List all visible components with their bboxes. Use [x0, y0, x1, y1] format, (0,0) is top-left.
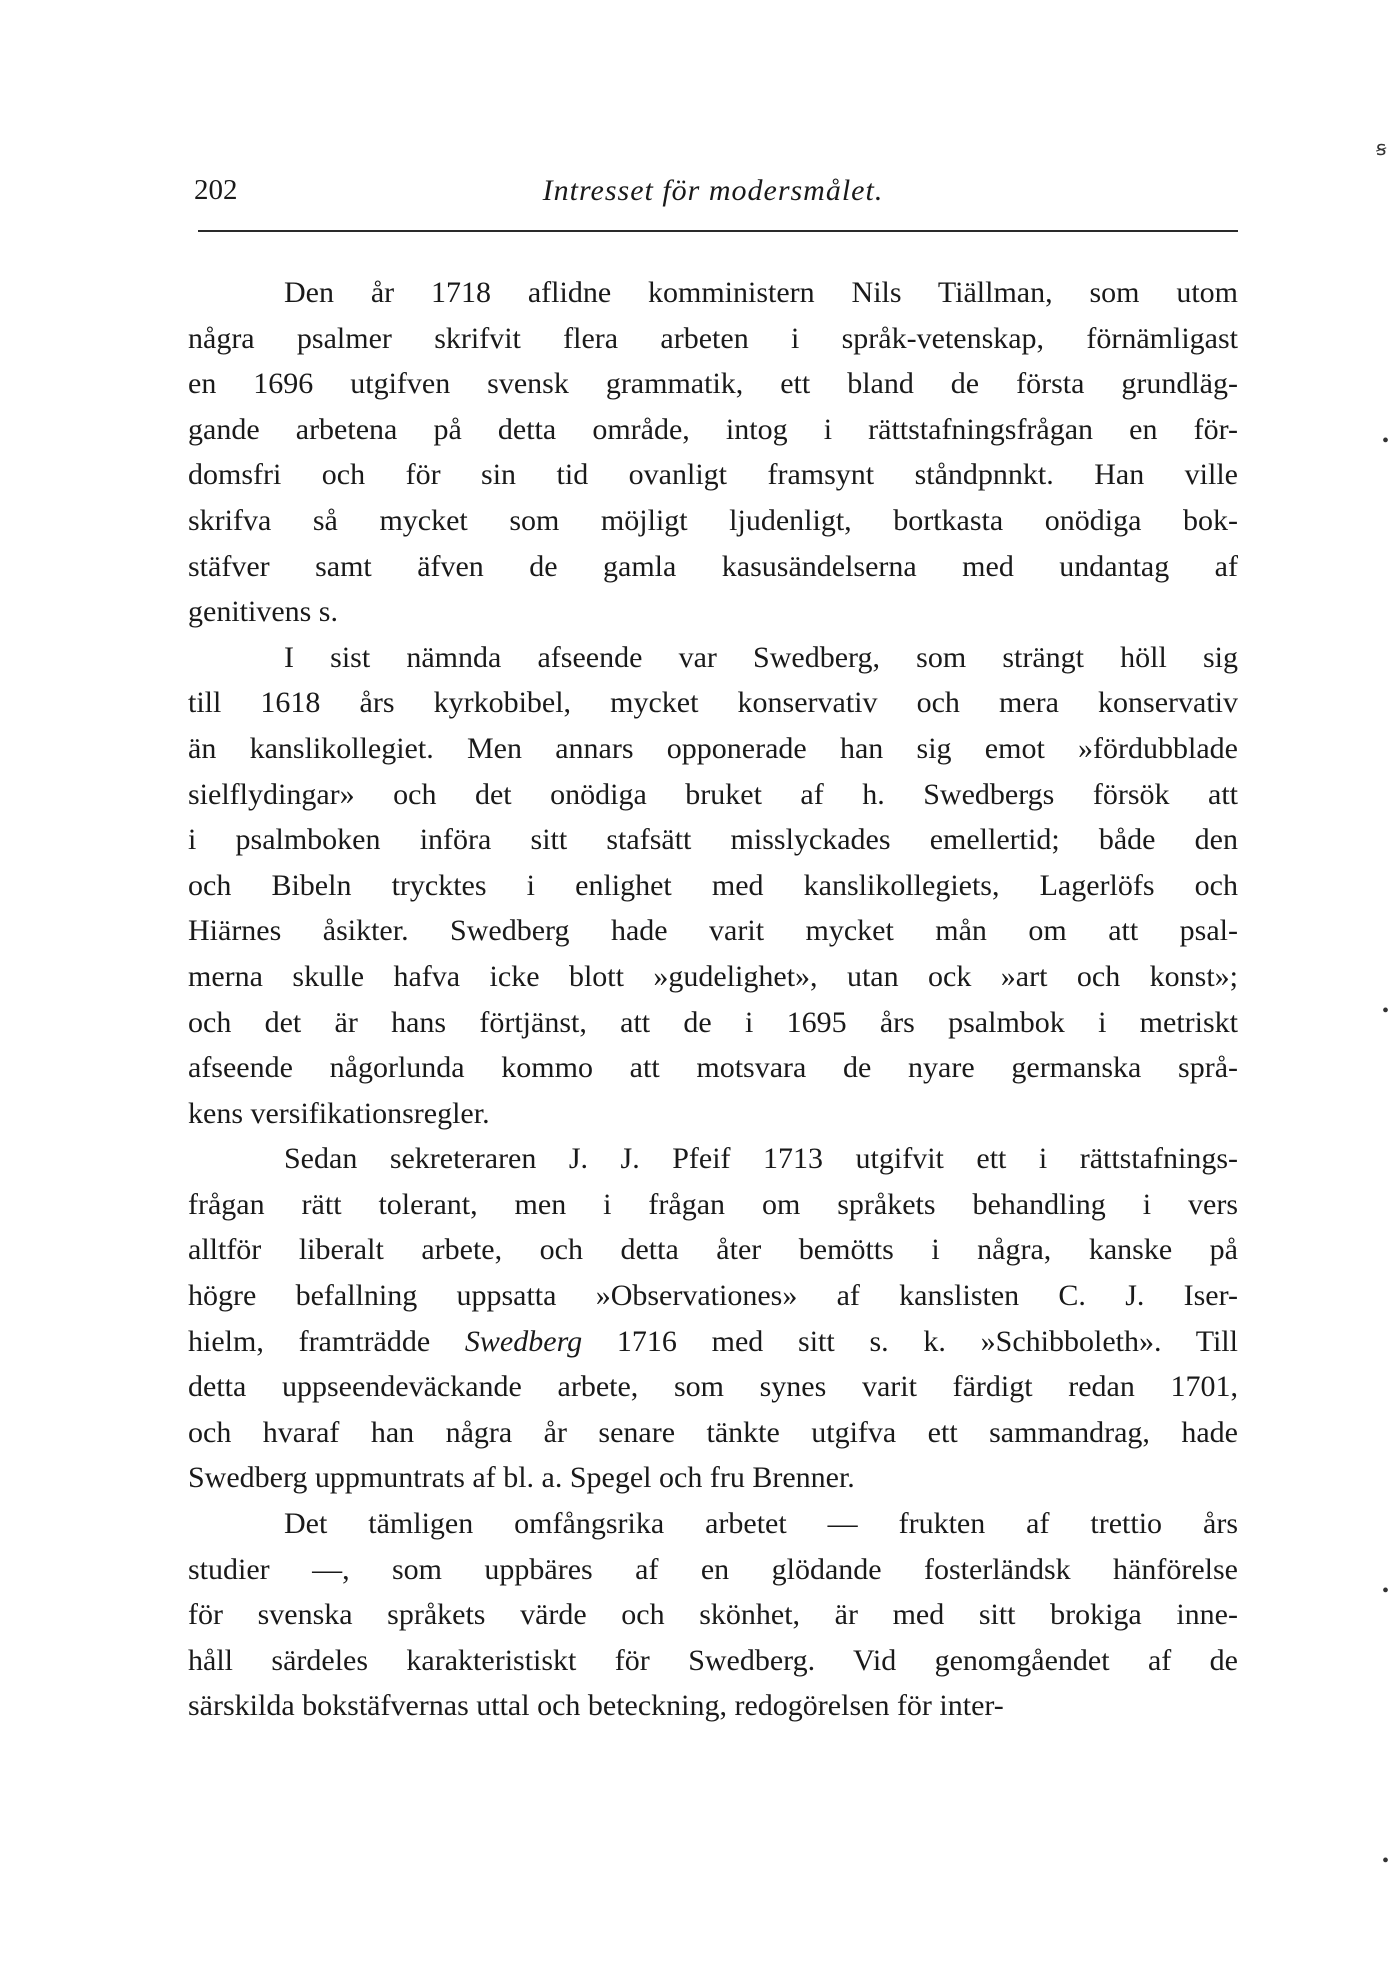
text-line: Swedberg uppmuntrats af bl. a. Spegel och fru Brenner.	[188, 1461, 855, 1495]
margin-mark: •	[1382, 430, 1390, 452]
text-line: sielflydingar» och det onödiga bruket af h. Swedbergs försök att	[188, 777, 1238, 811]
text-line: Den år 1718 aflidne komministern Nils Tiällman, som utom	[284, 276, 1238, 309]
paragraph	[188, 1501, 1238, 1729]
text-line: hielm, framträdde Swedberg 1716 med sitt s. k. »Schibboleth». Till	[188, 1324, 1238, 1358]
text-line: detta uppseendeväckande arbete, som synes varit färdigt redan 1701,	[188, 1370, 1238, 1404]
text-line: för svenska språkets värde och skönhet, är med sitt brokiga inne-	[188, 1598, 1238, 1632]
text-line: Hiärnes åsikter. Swedberg hade varit mycket mån om att psal-	[188, 914, 1238, 948]
text-line: kens versifikationsregler.	[188, 1096, 490, 1130]
text-line: stäfver samt äfven de gamla kasusändelserna med undantag af	[188, 549, 1238, 583]
paragraph	[188, 635, 1238, 1137]
text-line: till 1618 års kyrkobibel, mycket konservativ och mera konservativ	[188, 686, 1238, 720]
text-line: frågan rätt tolerant, men i frågan om språkets behandling i vers	[188, 1187, 1238, 1221]
text-line: merna skulle hafva icke blott »gudelighet», utan ock »art och konst»;	[188, 959, 1238, 993]
text-line: än kanslikollegiet. Men annars opponerade han sig emot »fördubblade	[188, 731, 1238, 765]
italic-name: Swedberg	[464, 1324, 583, 1358]
text-line: högre befallning uppsatta »Observationes» af kanslisten C. J. Iser-	[188, 1279, 1238, 1313]
text-line: och hvaraf han några år senare tänkte utgifva ett sammandrag, hade	[188, 1415, 1238, 1449]
text-line: Sedan sekreteraren J. J. Pfeif 1713 utgifvit ett i rättstafnings-	[284, 1142, 1238, 1176]
text-line: alltför liberalt arbete, och detta åter bemötts i några, kanske på	[188, 1233, 1238, 1267]
body-text	[188, 270, 1238, 1729]
text-line: I sist nämnda afseende var Swedberg, som strängt höll sig	[284, 640, 1238, 674]
running-title: Intresset för modersmålet.	[542, 174, 884, 207]
text-line: i psalmboken införa sitt stafsätt misslyckades emellertid; både den	[188, 823, 1238, 857]
paragraph	[188, 1136, 1238, 1501]
text-line: gande arbetena på detta område, intog i rättstafningsfrågan en för-	[188, 412, 1238, 446]
header-rule	[198, 230, 1238, 232]
text-line: håll särdeles karakteristiskt för Swedberg. Vid genomgåendet af de	[188, 1643, 1238, 1677]
text-line: och det är hans förtjänst, att de i 1695 års psalmbok i metriskt	[188, 1005, 1238, 1039]
text-line: och Bibeln trycktes i enlighet med kanslikollegiets, Lagerlöfs och	[188, 868, 1238, 902]
text-line: skrifva så mycket som möjligt ljudenligt, bortkasta onödiga bok-	[188, 503, 1238, 537]
paragraph	[188, 270, 1238, 635]
text-line: särskilda bokstäfvernas uttal och beteckning, redogörelsen för inter-	[188, 1689, 1004, 1723]
page-number: 202	[194, 174, 238, 206]
margin-mark: •	[1382, 1000, 1390, 1022]
running-head	[188, 174, 1238, 214]
text-line: studier —, som uppbäres af en glödande fosterländsk hänförelse	[188, 1552, 1238, 1586]
text-line: domsfri och för sin tid ovanligt framsynt ståndpnnkt. Han ville	[188, 458, 1238, 492]
text-line: afseende någorlunda kommo att motsvara de nyare germanska språ-	[188, 1051, 1238, 1085]
text-line: en 1696 utgifven svensk grammatik, ett bland de första grundläg-	[188, 367, 1238, 401]
margin-mark: •	[1382, 1580, 1390, 1602]
margin-mark: •	[1382, 1850, 1390, 1872]
text-line: några psalmer skrifvit flera arbeten i språk-vetenskap, förnämligast	[188, 321, 1238, 355]
margin-mark: ꞩ	[1376, 138, 1387, 160]
text-line: genitivens s.	[188, 595, 338, 629]
text-line: Det tämligen omfångsrika arbetet — frukten af trettio års	[284, 1507, 1238, 1541]
